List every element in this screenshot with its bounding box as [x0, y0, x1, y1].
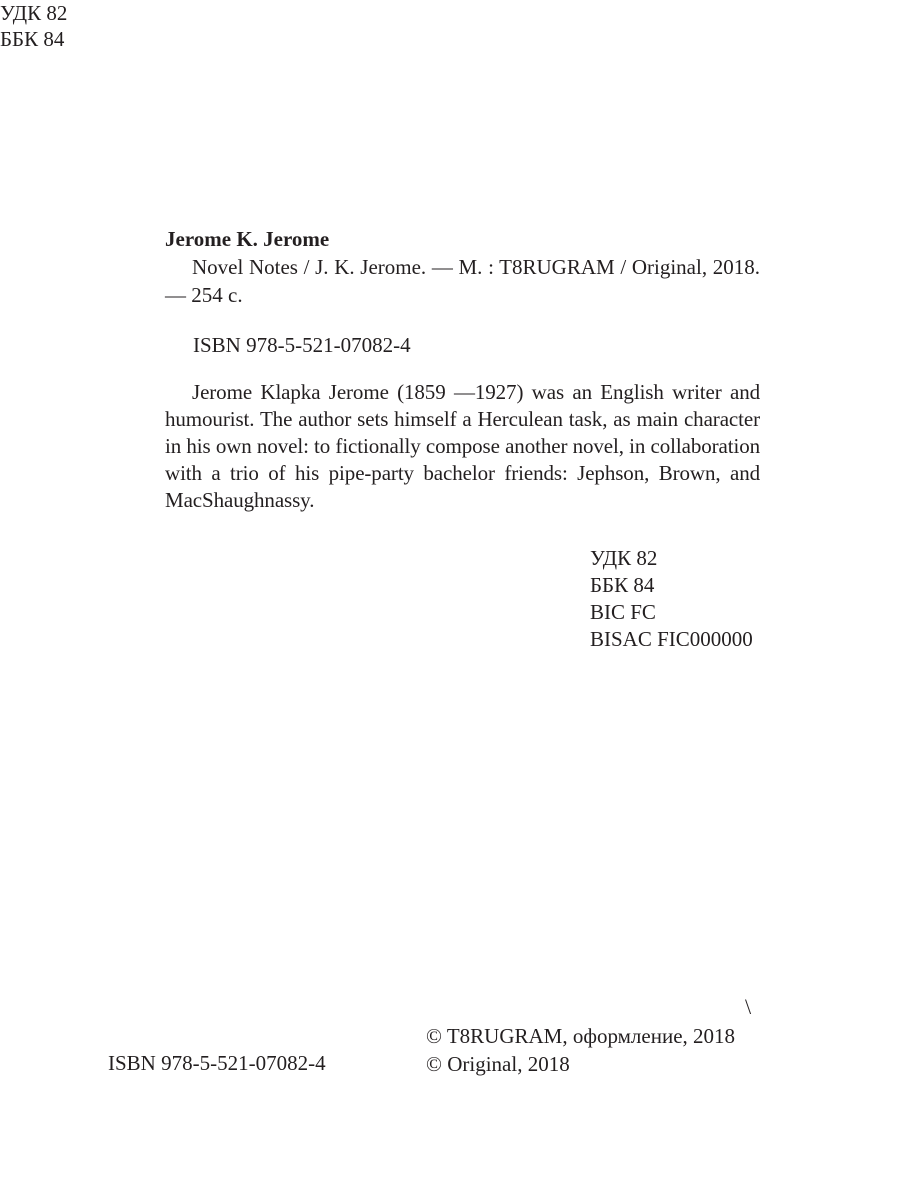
record-isbn: ISBN 978-5-521-07082-4: [193, 333, 411, 357]
slash-mark: \: [745, 994, 752, 1019]
copyright-original: © Original, 2018: [426, 1052, 570, 1076]
bibliographic-entry: Novel Notes / J. K. Jerome. — M. : T8RUGRAM / Original, 2018. — 254 c.: [165, 255, 760, 307]
top-classification-block: [0, 0, 900, 52]
copyright-design: © T8RUGRAM, оформление, 2018: [426, 1024, 736, 1048]
bisac-code: BISAC FIC000000: [590, 627, 753, 651]
classification-codes: [590, 545, 753, 653]
bic-code: BIC FC: [590, 600, 656, 624]
udk-code: УДК 82: [590, 546, 658, 570]
udk-code: УДК 82: [0, 1, 68, 25]
bibliographic-record: [165, 225, 760, 514]
footer-isbn: ISBN 978-5-521-07082-4: [108, 1051, 326, 1075]
bbk-code: ББК 84: [0, 27, 65, 51]
bbk-code: ББК 84: [590, 573, 655, 597]
annotation-text: Jerome Klapka Jerome (1859 —1927) was an English writer and humourist. The author sets himself a Herculean task, as main character in his own novel: to fictionally compose another novel, in collaboration with a trio of his pipe-party bachelor friends: Jephson, Brown, and MacShaughnassy.: [165, 380, 760, 512]
author-heading: Jerome K. Jerome: [165, 227, 330, 251]
copyright-block: [426, 1022, 735, 1078]
